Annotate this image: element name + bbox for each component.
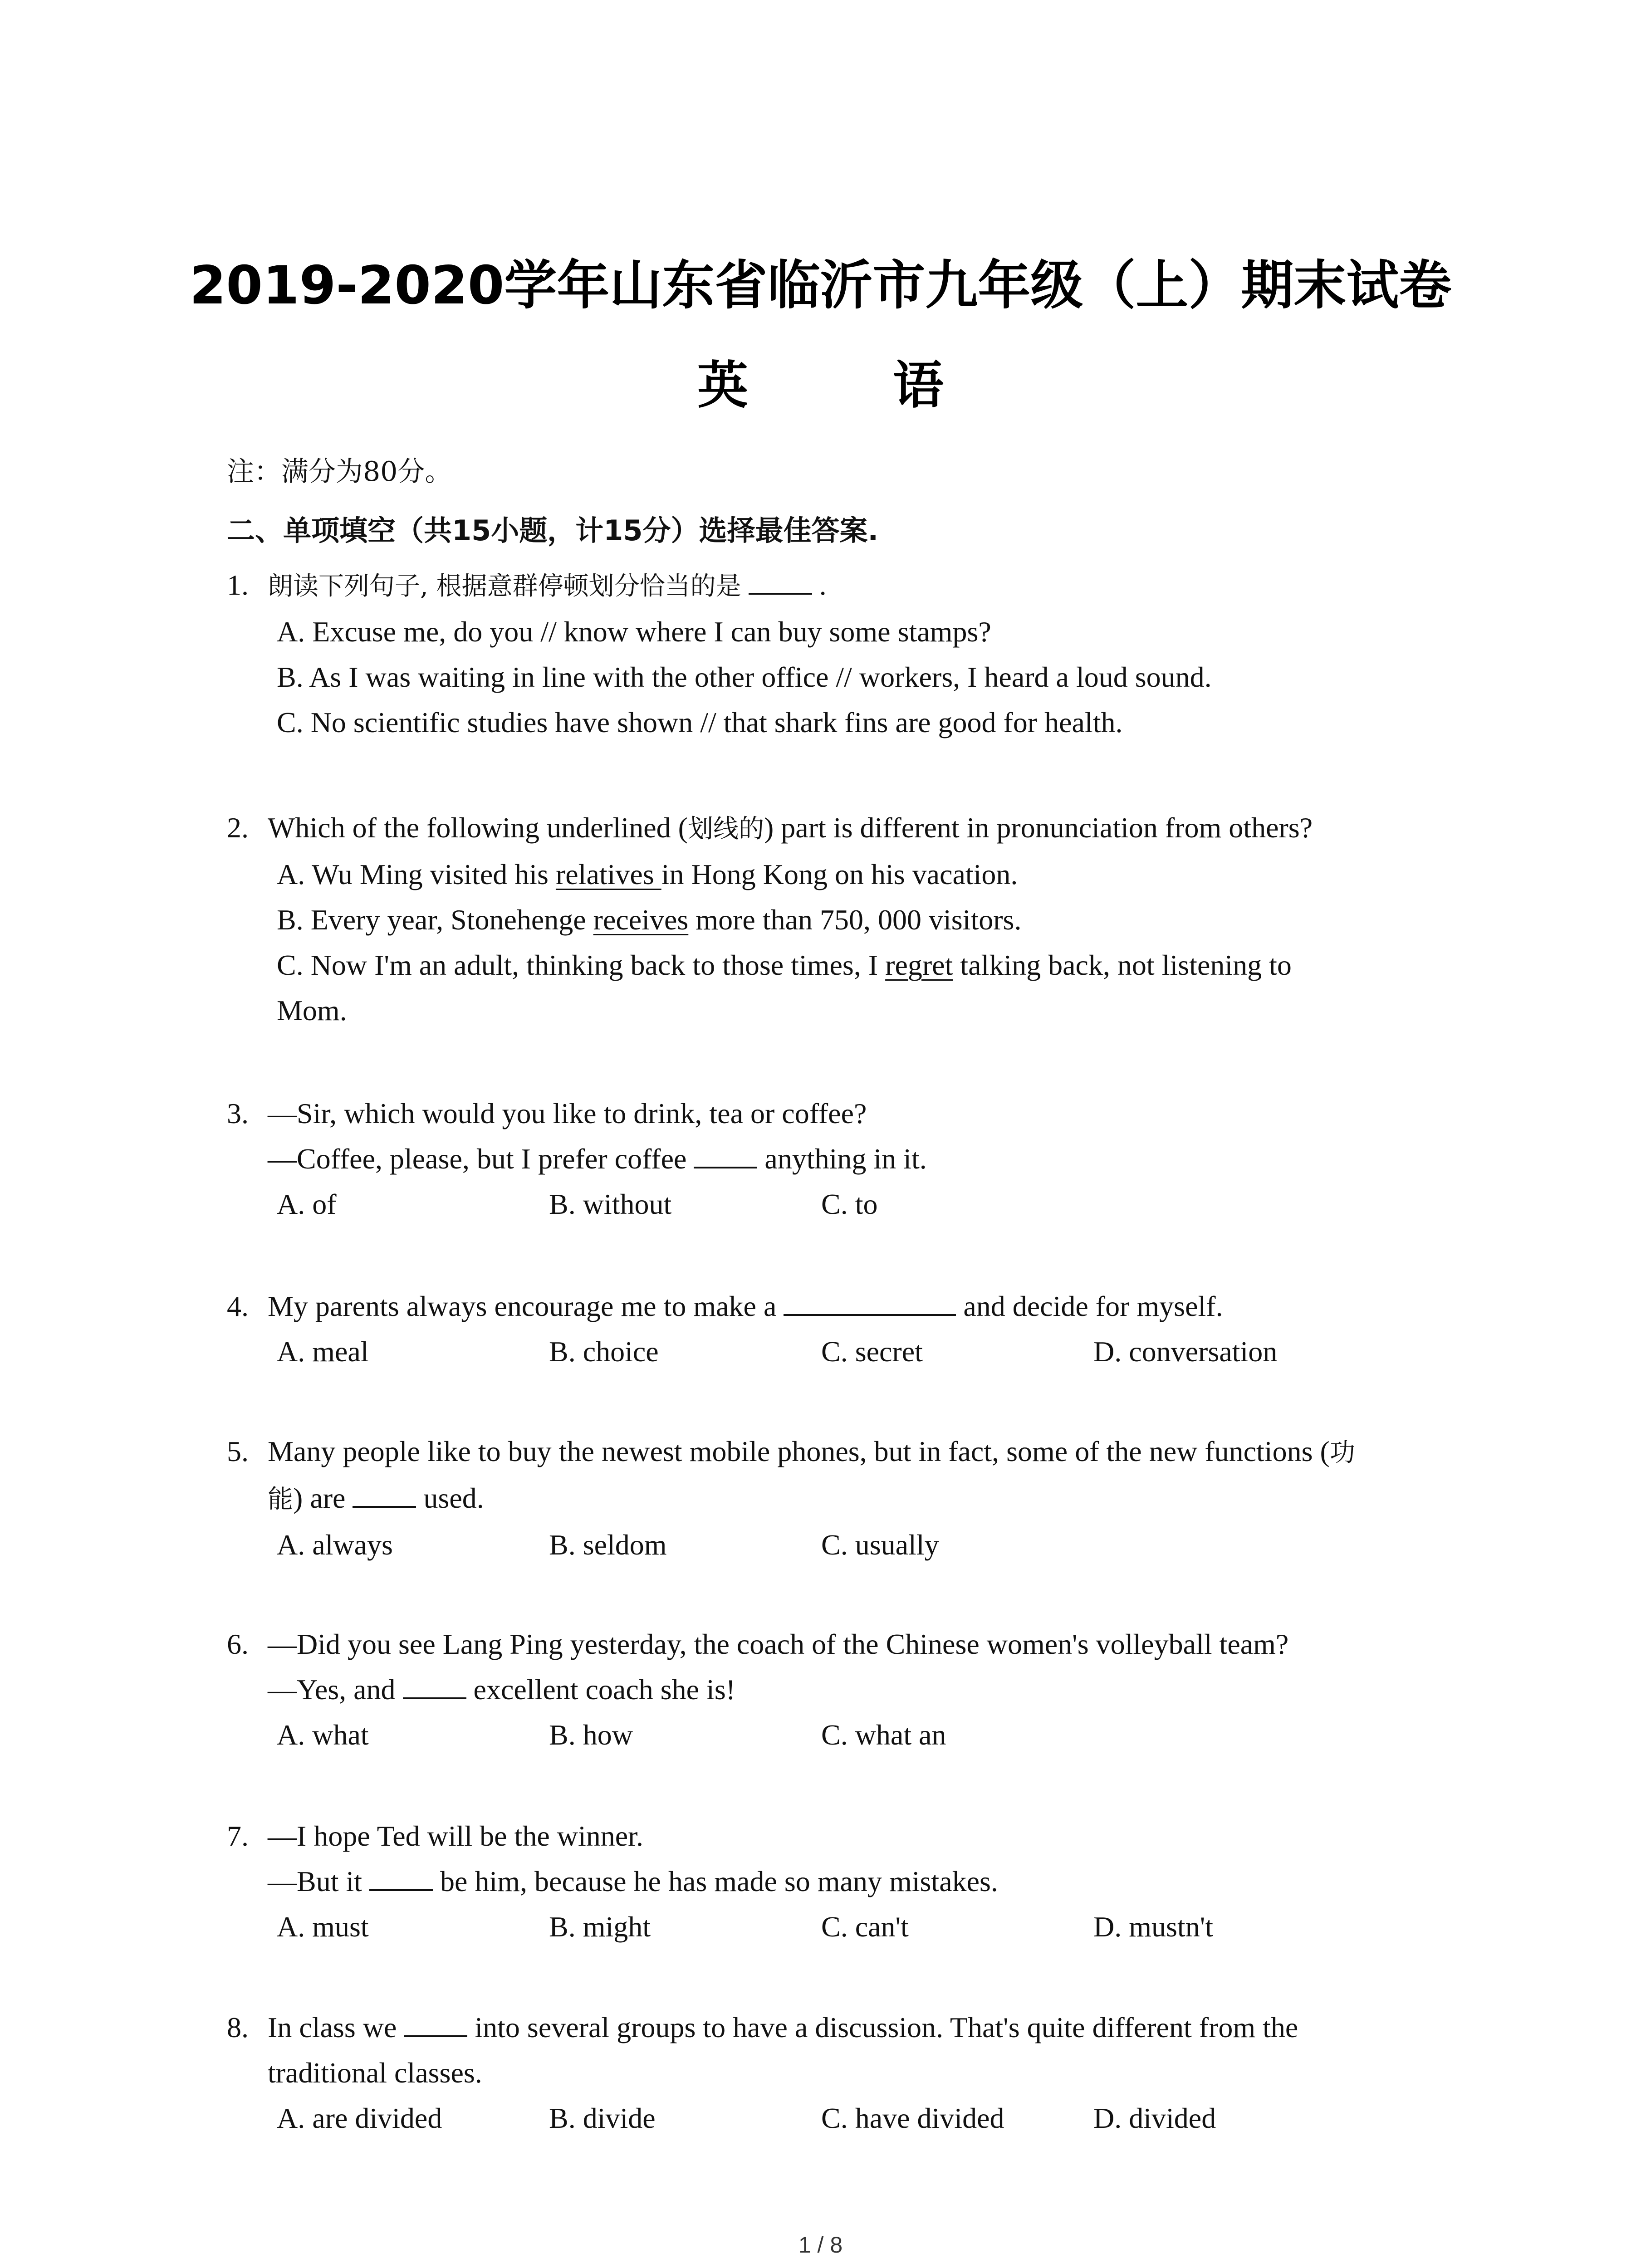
option-d: D. mustn't: [1093, 1911, 1213, 1943]
underlined-word: receives: [593, 904, 689, 936]
options-row: [227, 1712, 1443, 1758]
option-a: A. Excuse me, do you // know where I can buy some stamps?: [277, 616, 991, 648]
dialogue-line: —Did you see Lang Ping yesterday, the coach of the Chinese women's volleyball team?: [268, 1628, 1289, 1660]
question-number: 2.: [227, 811, 249, 844]
question-3: [227, 1091, 1443, 1227]
option-b: [227, 897, 1443, 943]
option-text: B. Every year, Stonehenge: [277, 904, 593, 936]
option-c: C. secret: [821, 1335, 923, 1368]
option-a: A. of: [277, 1188, 337, 1220]
option-c: C. have divided: [821, 2102, 1004, 2134]
question-stem: ) are: [293, 1482, 353, 1514]
question-2: [227, 805, 1443, 1033]
question-8: [227, 2005, 1443, 2141]
answer-blank: [784, 1287, 956, 1316]
option-b: B. choice: [549, 1335, 659, 1368]
question-stem: 朗读下列句子, 根据意群停顿划分恰当的是: [268, 572, 741, 601]
option-b: B. might: [549, 1911, 651, 1943]
answer-blank: [694, 1139, 757, 1168]
stem-chinese: 功: [1329, 1438, 1355, 1467]
answer-blank: [369, 1862, 433, 1891]
question-number: 3.: [227, 1097, 249, 1129]
options-row: [227, 1329, 1443, 1374]
option-a: A. always: [277, 1529, 393, 1561]
option-c: C. what an: [821, 1719, 946, 1751]
page-title: 2019-2020学年山东省临沂市九年级（上）期末试卷: [189, 255, 1452, 316]
dialogue-line: excellent coach she is!: [466, 1673, 736, 1706]
option-text: C. Now I'm an adult, thinking back to those times, I: [277, 949, 886, 981]
option-text: in Hong Kong on his vacation.: [661, 858, 1018, 890]
option-d: D. conversation: [1093, 1335, 1278, 1368]
question-stem: My parents always encourage me to make a: [268, 1290, 784, 1322]
options-row: [227, 2096, 1443, 2141]
question-1: [227, 562, 1443, 745]
option-c: C. to: [821, 1188, 878, 1220]
option-c: [227, 943, 1443, 988]
option-a: A. are divided: [277, 2102, 442, 2134]
question-6: [227, 1622, 1443, 1758]
options-row: [227, 1522, 1443, 1568]
answer-blank: [403, 1670, 466, 1699]
underlined-word: regret: [885, 949, 953, 981]
question-stem: Many people like to buy the newest mobile phones, but in fact, some of the new functions (: [268, 1435, 1330, 1467]
answer-blank: [749, 566, 812, 595]
option-b: B. how: [549, 1719, 633, 1751]
option-a: [227, 852, 1443, 897]
question-stem: traditional classes.: [268, 2057, 482, 2089]
question-stem: into several groups to have a discussion. That's quite different from the: [467, 2011, 1298, 2043]
stem-part: ) part is different in pronunciation from others?: [764, 811, 1313, 844]
question-stem: and decide for myself.: [956, 1290, 1223, 1322]
page-number: 1 / 8: [798, 2232, 843, 2258]
underlined-word: relatives: [555, 858, 661, 890]
question-number: 8.: [227, 2011, 249, 2043]
options-row: [227, 1182, 1443, 1227]
question-number: 4.: [227, 1290, 249, 1322]
option-a: A. must: [277, 1911, 369, 1943]
question-number: 6.: [227, 1628, 249, 1660]
option-c: C. can't: [821, 1911, 909, 1943]
option-c: C. usually: [821, 1529, 939, 1561]
question-stem: In class we: [268, 2011, 404, 2043]
option-text: talking back, not listening to: [953, 949, 1292, 981]
stem-part: Which of the following underlined (: [268, 811, 688, 844]
option-b: B. As I was waiting in line with the other office // workers, I heard a loud sound.: [277, 661, 1212, 693]
question-stem: used.: [416, 1482, 484, 1514]
option-b: B. divide: [549, 2102, 656, 2134]
dialogue-line: —Yes, and: [268, 1673, 403, 1706]
option-a: A. meal: [277, 1335, 369, 1368]
subject-title: 英 语: [697, 356, 1007, 415]
question-4: [227, 1284, 1443, 1374]
section-heading: 二、单项填空（共15小题，计15分）选择最佳答案.: [227, 514, 879, 547]
option-text: A. Wu Ming visited his: [277, 858, 556, 890]
question-number: 1.: [227, 569, 249, 601]
option-a: A. what: [277, 1719, 369, 1751]
dialogue-line: —I hope Ted will be the winner.: [268, 1820, 643, 1852]
option-c-continued: Mom.: [277, 994, 347, 1026]
option-d: D. divided: [1093, 2102, 1216, 2134]
option-b: B. without: [549, 1188, 672, 1220]
question-number: 7.: [227, 1820, 249, 1852]
score-note: 注：满分为80分。: [227, 456, 452, 488]
answer-blank: [404, 2008, 467, 2037]
stem-chinese: 划线的: [687, 814, 764, 844]
option-b: B. seldom: [549, 1529, 667, 1561]
dialogue-line: —Sir, which would you like to drink, tea or coffee?: [268, 1097, 867, 1129]
answer-blank: [353, 1479, 416, 1508]
dialogue-line: anything in it.: [757, 1143, 927, 1175]
dialogue-line: —But it: [268, 1865, 370, 1897]
question-5: [227, 1429, 1443, 1568]
stem-end: .: [819, 569, 827, 601]
dialogue-line: —Coffee, please, but I prefer coffee: [268, 1143, 694, 1175]
question-number: 5.: [227, 1435, 249, 1467]
option-c: C. No scientific studies have shown // that shark fins are good for health.: [277, 706, 1123, 738]
dialogue-line: be him, because he has made so many mistakes.: [433, 1865, 998, 1897]
option-text: more than 750, 000 visitors.: [688, 904, 1022, 936]
question-7: [227, 1813, 1443, 1950]
options-row: [227, 1904, 1443, 1950]
stem-chinese: 能: [268, 1485, 293, 1514]
